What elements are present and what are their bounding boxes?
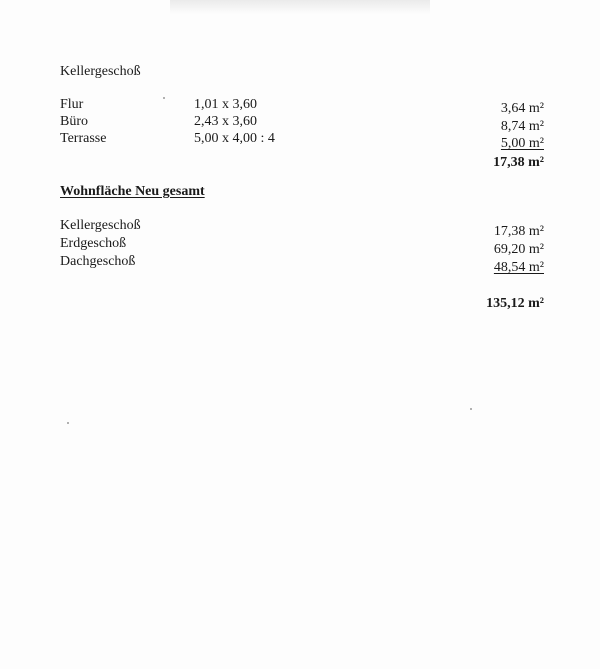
gesamt-row-erd-floor: Erdgeschoß <box>60 236 127 251</box>
keller-row-buero-room: Büro <box>60 114 88 129</box>
gesamt-row-keller-area: 17,38 m² <box>493 224 544 239</box>
keller-row-terrasse-calc: 5,00 x 4,00 : 4 <box>194 131 275 146</box>
keller-row-buero-calc: 2,43 x 3,60 <box>194 114 257 129</box>
gesamt-row-dach-floor: Dachgeschoß <box>60 254 136 269</box>
keller-row-flur-area: 3,64 m² <box>500 101 544 116</box>
gesamt-row-erd-area: 69,20 m² <box>493 242 544 257</box>
scan-speck <box>470 408 472 410</box>
gesamt-total: 135,12 m² <box>486 296 544 311</box>
keller-row-terrasse-room: Terrasse <box>60 131 107 146</box>
keller-total: 17,38 m² <box>493 155 544 170</box>
gesamt-row-dach-area: 48,54 m² <box>493 260 544 275</box>
keller-heading: Kellergeschoß <box>60 64 141 79</box>
scan-speck <box>67 422 69 424</box>
keller-row-terrasse-area: 5,00 m² <box>500 136 544 151</box>
gesamt-heading: Wohnfläche Neu gesamt <box>60 184 205 199</box>
faint-header-bleed <box>170 0 430 14</box>
keller-row-flur-calc: 1,01 x 3,60 <box>194 97 257 112</box>
keller-row-flur-room: Flur <box>60 97 84 112</box>
gesamt-row-keller-floor: Kellergeschoß <box>60 218 141 233</box>
scan-speck <box>163 97 165 99</box>
keller-row-buero-area: 8,74 m² <box>500 119 544 134</box>
